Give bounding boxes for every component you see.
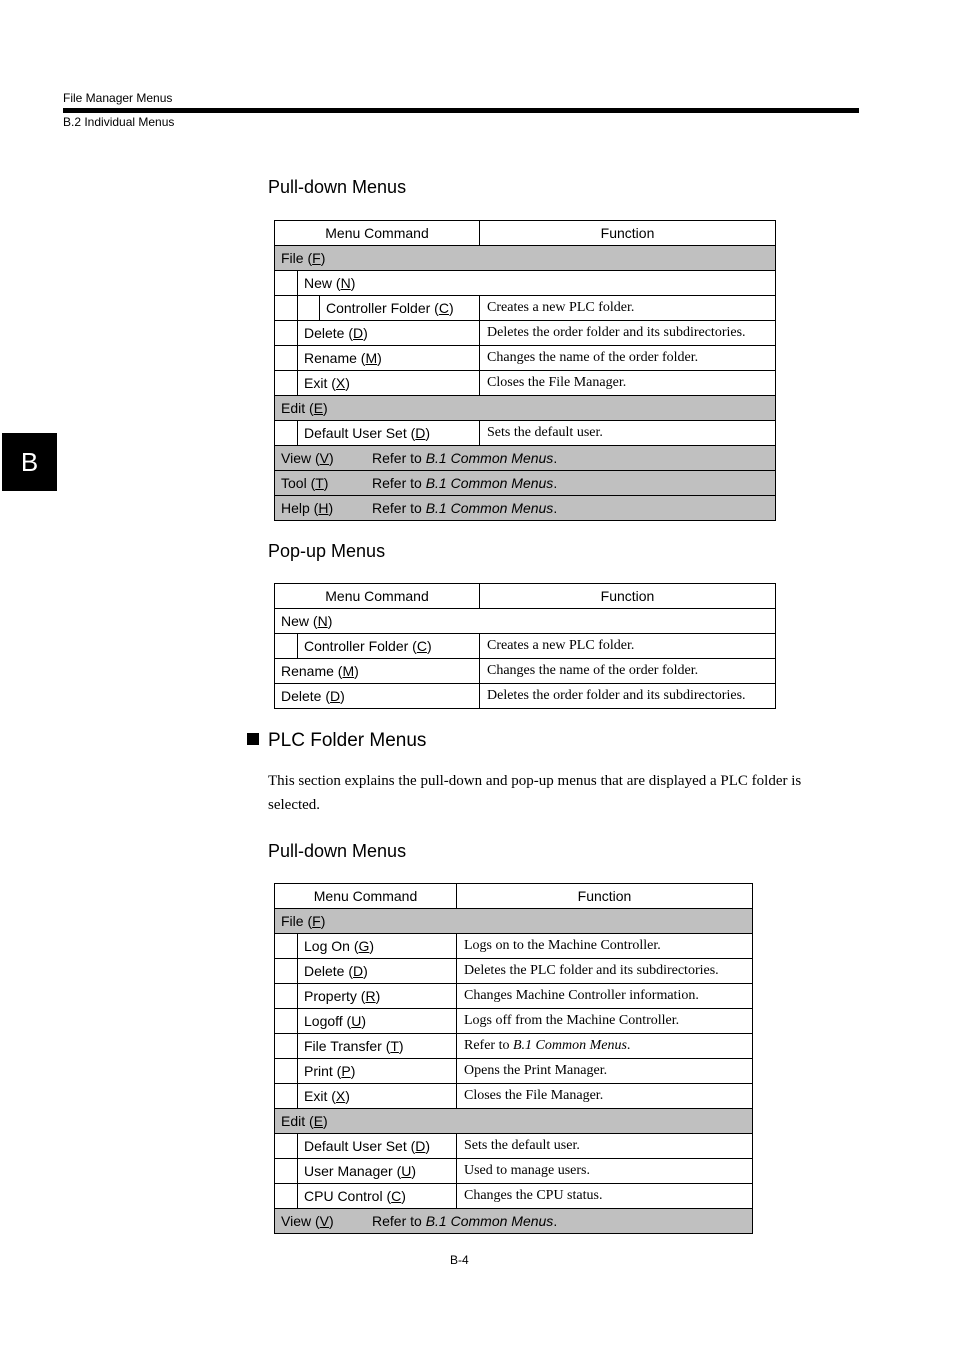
menu-help-label: Help (H) Refer to B.1 Common Menus. <box>275 496 776 521</box>
table-header-row <box>275 884 753 909</box>
plc-folder-pulldown-table <box>274 883 753 1234</box>
menu-default-user-set-label: Default User Set (D) <box>298 1134 457 1159</box>
menu-delete-label: Delete (D) <box>275 684 480 709</box>
column-header-function: Function <box>480 221 776 246</box>
menu-view-row <box>275 1209 753 1234</box>
menu-file-label: File (F) <box>275 909 753 934</box>
common-menus-reference: Refer to B.1 Common Menus. <box>372 500 558 516</box>
menu-delete-row <box>275 321 776 346</box>
menu-edit-label: Edit (E) <box>275 396 776 421</box>
menu-property-row <box>275 984 753 1009</box>
menu-print-row <box>275 1059 753 1084</box>
menu-rename-label: Rename (M) <box>298 346 480 371</box>
plc-folder-intro-paragraph: This section explains the pull-down and pop-up menus that are displayed a PLC folder is selected. <box>268 773 802 813</box>
common-menus-reference: Refer to B.1 Common Menus. <box>372 475 558 491</box>
menu-logoff-label: Logoff (U) <box>298 1009 457 1034</box>
menu-rename-row <box>275 346 776 371</box>
menu-delete-label: Delete (D) <box>298 959 457 984</box>
menu-controller-folder-row <box>275 634 776 659</box>
order-folder-pulldown-table <box>274 220 776 521</box>
menu-new-row <box>275 271 776 296</box>
function-description: Deletes the PLC folder and its subdirectories. <box>457 959 753 984</box>
plc-folder-menus-heading: PLC Folder Menus <box>268 730 427 751</box>
menu-delete-label: Delete (D) <box>298 321 480 346</box>
menu-view-label: View (V) Refer to B.1 Common Menus. <box>275 1209 753 1234</box>
menu-view-label: View (V) Refer to B.1 Common Menus. <box>275 446 776 471</box>
menu-default-user-set-label: Default User Set (D) <box>298 421 480 446</box>
function-description: Closes the File Manager. <box>480 371 776 396</box>
function-description: Changes the name of the order folder. <box>480 346 776 371</box>
menu-log-on-label: Log On (G) <box>298 934 457 959</box>
function-description: Closes the File Manager. <box>457 1084 753 1109</box>
menu-default-user-set-row <box>275 421 776 446</box>
function-description: Sets the default user. <box>480 421 776 446</box>
order-folder-popup-table <box>274 583 776 709</box>
menu-file-row <box>275 909 753 934</box>
menu-cpu-control-row <box>275 1184 753 1209</box>
menu-new-label: New (N) <box>298 271 776 296</box>
menu-rename-row <box>275 659 776 684</box>
menu-new-label: New (N) <box>275 609 776 634</box>
menu-file-label: File (F) <box>275 246 776 271</box>
column-header-command: Menu Command <box>275 884 457 909</box>
menu-cpu-control-label: CPU Control (C) <box>298 1184 457 1209</box>
table-header-row <box>275 221 776 246</box>
menu-help-row <box>275 496 776 521</box>
common-menus-reference: Refer to B.1 Common Menus. <box>372 1213 558 1229</box>
function-description: Logs on to the Machine Controller. <box>457 934 753 959</box>
menu-exit-label: Exit (X) <box>298 1084 457 1109</box>
menu-edit-row <box>275 396 776 421</box>
column-header-function: Function <box>457 884 753 909</box>
appendix-tab: B <box>2 433 57 491</box>
function-description: Deletes the order folder and its subdirectories. <box>480 321 776 346</box>
function-description: Changes Machine Controller information. <box>457 984 753 1009</box>
menu-edit-label: Edit (E) <box>275 1109 753 1134</box>
function-description: Changes the name of the order folder. <box>480 659 776 684</box>
running-header-chapter: File Manager Menus <box>63 91 173 105</box>
menu-file-transfer-label: File Transfer (T) <box>298 1034 457 1059</box>
menu-controller-folder-label: Controller Folder (C) <box>320 296 480 321</box>
menu-exit-row <box>275 1084 753 1109</box>
popup-menus-title: Pop-up Menus <box>268 541 386 561</box>
menu-exit-row <box>275 371 776 396</box>
pulldown-menus-title: Pull-down Menus <box>268 177 407 197</box>
table-header-row <box>275 584 776 609</box>
function-description: Changes the CPU status. <box>457 1184 753 1209</box>
function-description: Sets the default user. <box>457 1134 753 1159</box>
menu-file-transfer-row <box>275 1034 753 1059</box>
menu-default-user-set-row <box>275 1134 753 1159</box>
menu-logoff-row <box>275 1009 753 1034</box>
menu-tool-row <box>275 471 776 496</box>
function-description: Used to manage users. <box>457 1159 753 1184</box>
menu-new-row <box>275 609 776 634</box>
function-description: Creates a new PLC folder. <box>480 634 776 659</box>
menu-rename-label: Rename (M) <box>275 659 480 684</box>
menu-user-manager-label: User Manager (U) <box>298 1159 457 1184</box>
plc-pulldown-menus-title: Pull-down Menus <box>268 841 407 861</box>
common-menus-reference: Refer to B.1 Common Menus. <box>372 450 558 466</box>
menu-property-label: Property (R) <box>298 984 457 1009</box>
menu-delete-row <box>275 684 776 709</box>
column-header-command: Menu Command <box>275 221 480 246</box>
menu-user-manager-row <box>275 1159 753 1184</box>
menu-controller-folder-label: Controller Folder (C) <box>298 634 480 659</box>
running-header-section: B.2 Individual Menus <box>63 115 175 129</box>
menu-edit-row <box>275 1109 753 1134</box>
header-rule <box>63 108 859 113</box>
column-header-function: Function <box>480 584 776 609</box>
menu-exit-label: Exit (X) <box>298 371 480 396</box>
menu-view-row <box>275 446 776 471</box>
menu-delete-row <box>275 959 753 984</box>
menu-print-label: Print (P) <box>298 1059 457 1084</box>
function-description: Creates a new PLC folder. <box>480 296 776 321</box>
function-description: Logs off from the Machine Controller. <box>457 1009 753 1034</box>
menu-log-on-row <box>275 934 753 959</box>
common-menus-reference: Refer to B.1 Common Menus. <box>457 1034 753 1059</box>
column-header-command: Menu Command <box>275 584 480 609</box>
menu-controller-folder-row <box>275 296 776 321</box>
menu-tool-label: Tool (T) Refer to B.1 Common Menus. <box>275 471 776 496</box>
function-description: Deletes the order folder and its subdirectories. <box>480 684 776 709</box>
section-bullet-square <box>247 733 259 745</box>
page-number: B-4 <box>450 1253 469 1267</box>
function-description: Opens the Print Manager. <box>457 1059 753 1084</box>
menu-file-row <box>275 246 776 271</box>
